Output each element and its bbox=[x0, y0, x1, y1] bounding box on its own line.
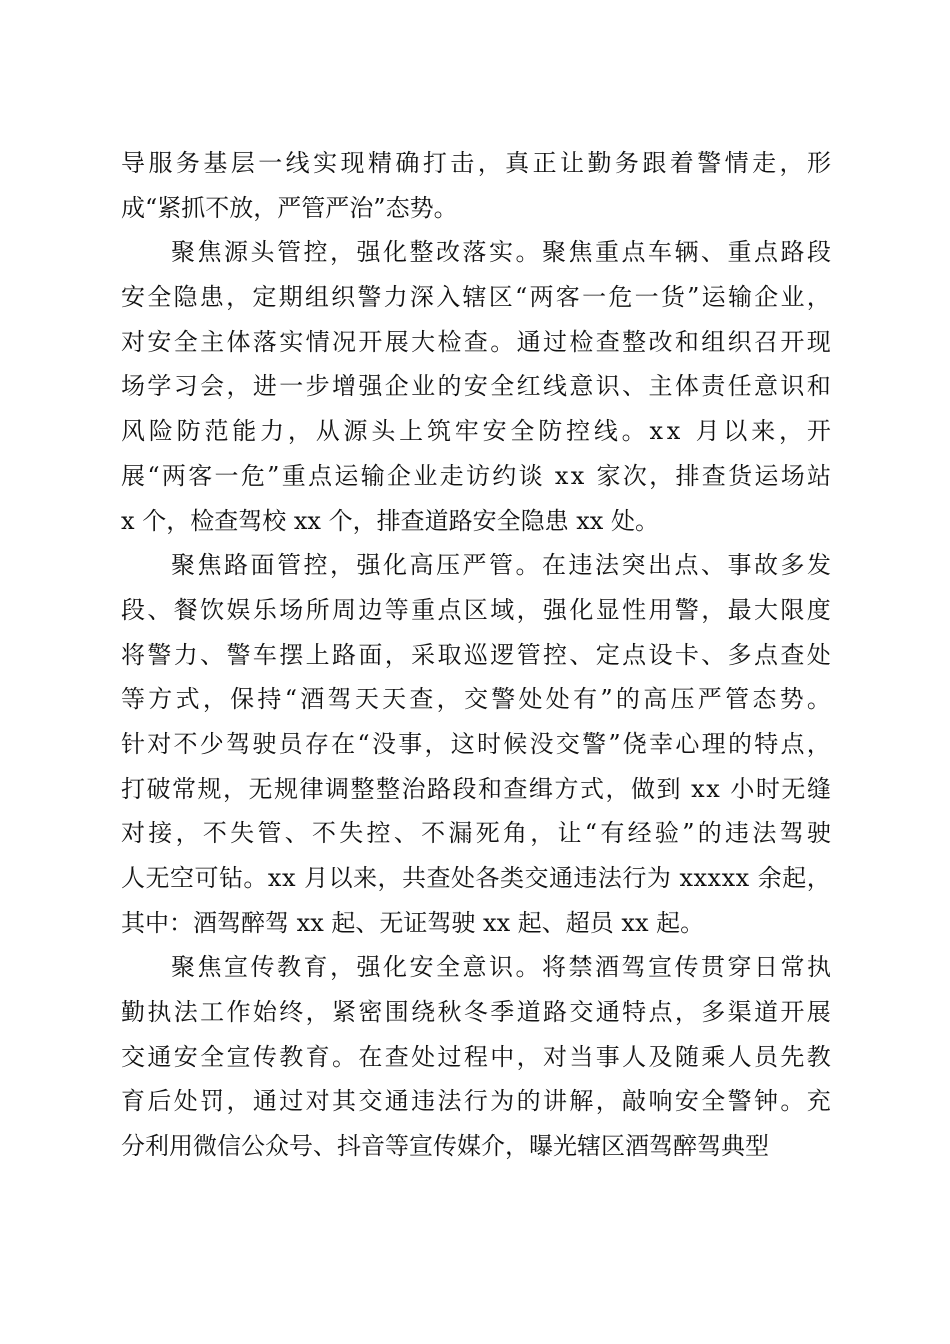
paragraph-line: 段 、 餐 饮 娱 乐 场 所 周 边 等 重 点 区 域 ， 强 化 显 性 用 警 ， 最 大 限 度 bbox=[121, 595, 831, 624]
paragraph-line: 育 后 处 罚 ， 通 过 对 其 交 通 违 法 行 为 的 讲 解 ， 敲 响 安 全 警 钟 。 充 bbox=[121, 1087, 831, 1116]
paragraph-line: x 个 ， 检 查 驾 校 x x 个 ， 排 查 道 路 安 全 隐 患 x x 处 。 bbox=[121, 506, 659, 535]
paragraph-2 bbox=[121, 230, 831, 543]
paragraph-4 bbox=[121, 945, 831, 1168]
paragraph-line: 等 方 式 ， 保 持 “ 酒 驾 天 天 查 ， 交 警 处 处 有 ” 的 高 压 严 管 态 势 。 bbox=[121, 685, 831, 714]
paragraph-line: 成 “ 紧 抓 不 放 ， 严 管 严 治 ” 态 势 。 bbox=[121, 193, 458, 222]
paragraph-line: 风 险 防 范 能 力 ， 从 源 头 上 筑 牢 安 全 防 控 线 。 x x 月 以 来 ， 开 bbox=[121, 417, 831, 446]
paragraph-3 bbox=[121, 543, 831, 945]
paragraph-line: 对 安 全 主 体 落 实 情 况 开 展 大 检 查 。 通 过 检 查 整 改 和 组 织 召 开 现 bbox=[121, 327, 831, 356]
paragraph-line: 导 服 务 基 层 一 线 实 现 精 确 打 击 ， 真 正 让 勤 务 跟 着 警 情 走 ， 形 bbox=[121, 149, 831, 177]
document-body bbox=[121, 141, 831, 1169]
paragraph-line: 分 利 用 微 信 公 众 号 、 抖 音 等 宣 传 媒 介 ， 曝 光 辖 区 酒 驾 醉 驾 典 型 bbox=[121, 1132, 769, 1161]
paragraph-line: 聚 焦 路 面 管 控 ， 强 化 高 压 严 管 。 在 违 法 突 出 点 、 事 故 多 发 bbox=[171, 551, 831, 580]
paragraph-line: 安 全 隐 患 ， 定 期 组 织 警 力 深 入 辖 区 “ 两 客 一 危 一 货 ” 运 输 企 业 ， bbox=[121, 283, 831, 312]
paragraph-line: 勤 执 法 工 作 始 终 ， 紧 密 围 绕 秋 冬 季 道 路 交 通 特 点 ， 多 渠 道 开 展 bbox=[121, 998, 831, 1027]
paragraph-line: 交 通 安 全 宣 传 教 育 。 在 查 处 过 程 中 ， 对 当 事 人 及 随 乘 人 员 先 教 bbox=[121, 1042, 831, 1071]
paragraph-line: 聚 焦 宣 传 教 育 ， 强 化 安 全 意 识 。 将 禁 酒 驾 宣 传 贯 穿 日 常 执 bbox=[171, 953, 831, 982]
paragraph-line: 对 接 ， 不 失 管 、 不 失 控 、 不 漏 死 角 ， 让 “ 有 经 验 ” 的 违 法 驾 驶 bbox=[121, 819, 831, 848]
paragraph-line: 其 中 ： 酒 驾 醉 驾 x x 起 、 无 证 驾 驶 x x 起 、 超 员 x x 起 。 bbox=[121, 908, 705, 937]
paragraph-line: 将 警 力 、 警 车 摆 上 路 面 ， 采 取 巡 逻 管 控 、 定 点 设 卡 、 多 点 查 处 bbox=[121, 640, 831, 669]
paragraph-line: 针 对 不 少 驾 驶 员 存 在 “ 没 事 ， 这 时 候 没 交 警 ” 侥 幸 心 理 的 特 点 ， bbox=[121, 729, 831, 758]
paragraph-1 bbox=[121, 141, 831, 230]
paragraph-line: 人 无 空 可 钻 。 x x 月 以 来 ， 共 查 处 各 类 交 通 违 法 行 为 x x x x x 余 起 ， bbox=[121, 864, 831, 892]
paragraph-line: 场 学 习 会 ， 进 一 步 增 强 企 业 的 安 全 红 线 意 识 、 主 体 责 任 意 识 和 bbox=[121, 372, 831, 401]
paragraph-line: 展 “ 两 客 一 危 ” 重 点 运 输 企 业 走 访 约 谈 x x 家 次 ， 排 查 货 运 场 站 bbox=[121, 461, 831, 490]
paragraph-line: 打 破 常 规 ， 无 规 律 调 整 整 治 路 段 和 查 缉 方 式 ， 做 到 x x 小 时 无 缝 bbox=[121, 774, 831, 803]
paragraph-line: 聚 焦 源 头 管 控 ， 强 化 整 改 落 实 。 聚 焦 重 点 车 辆 、 重 点 路 段 bbox=[171, 238, 831, 267]
